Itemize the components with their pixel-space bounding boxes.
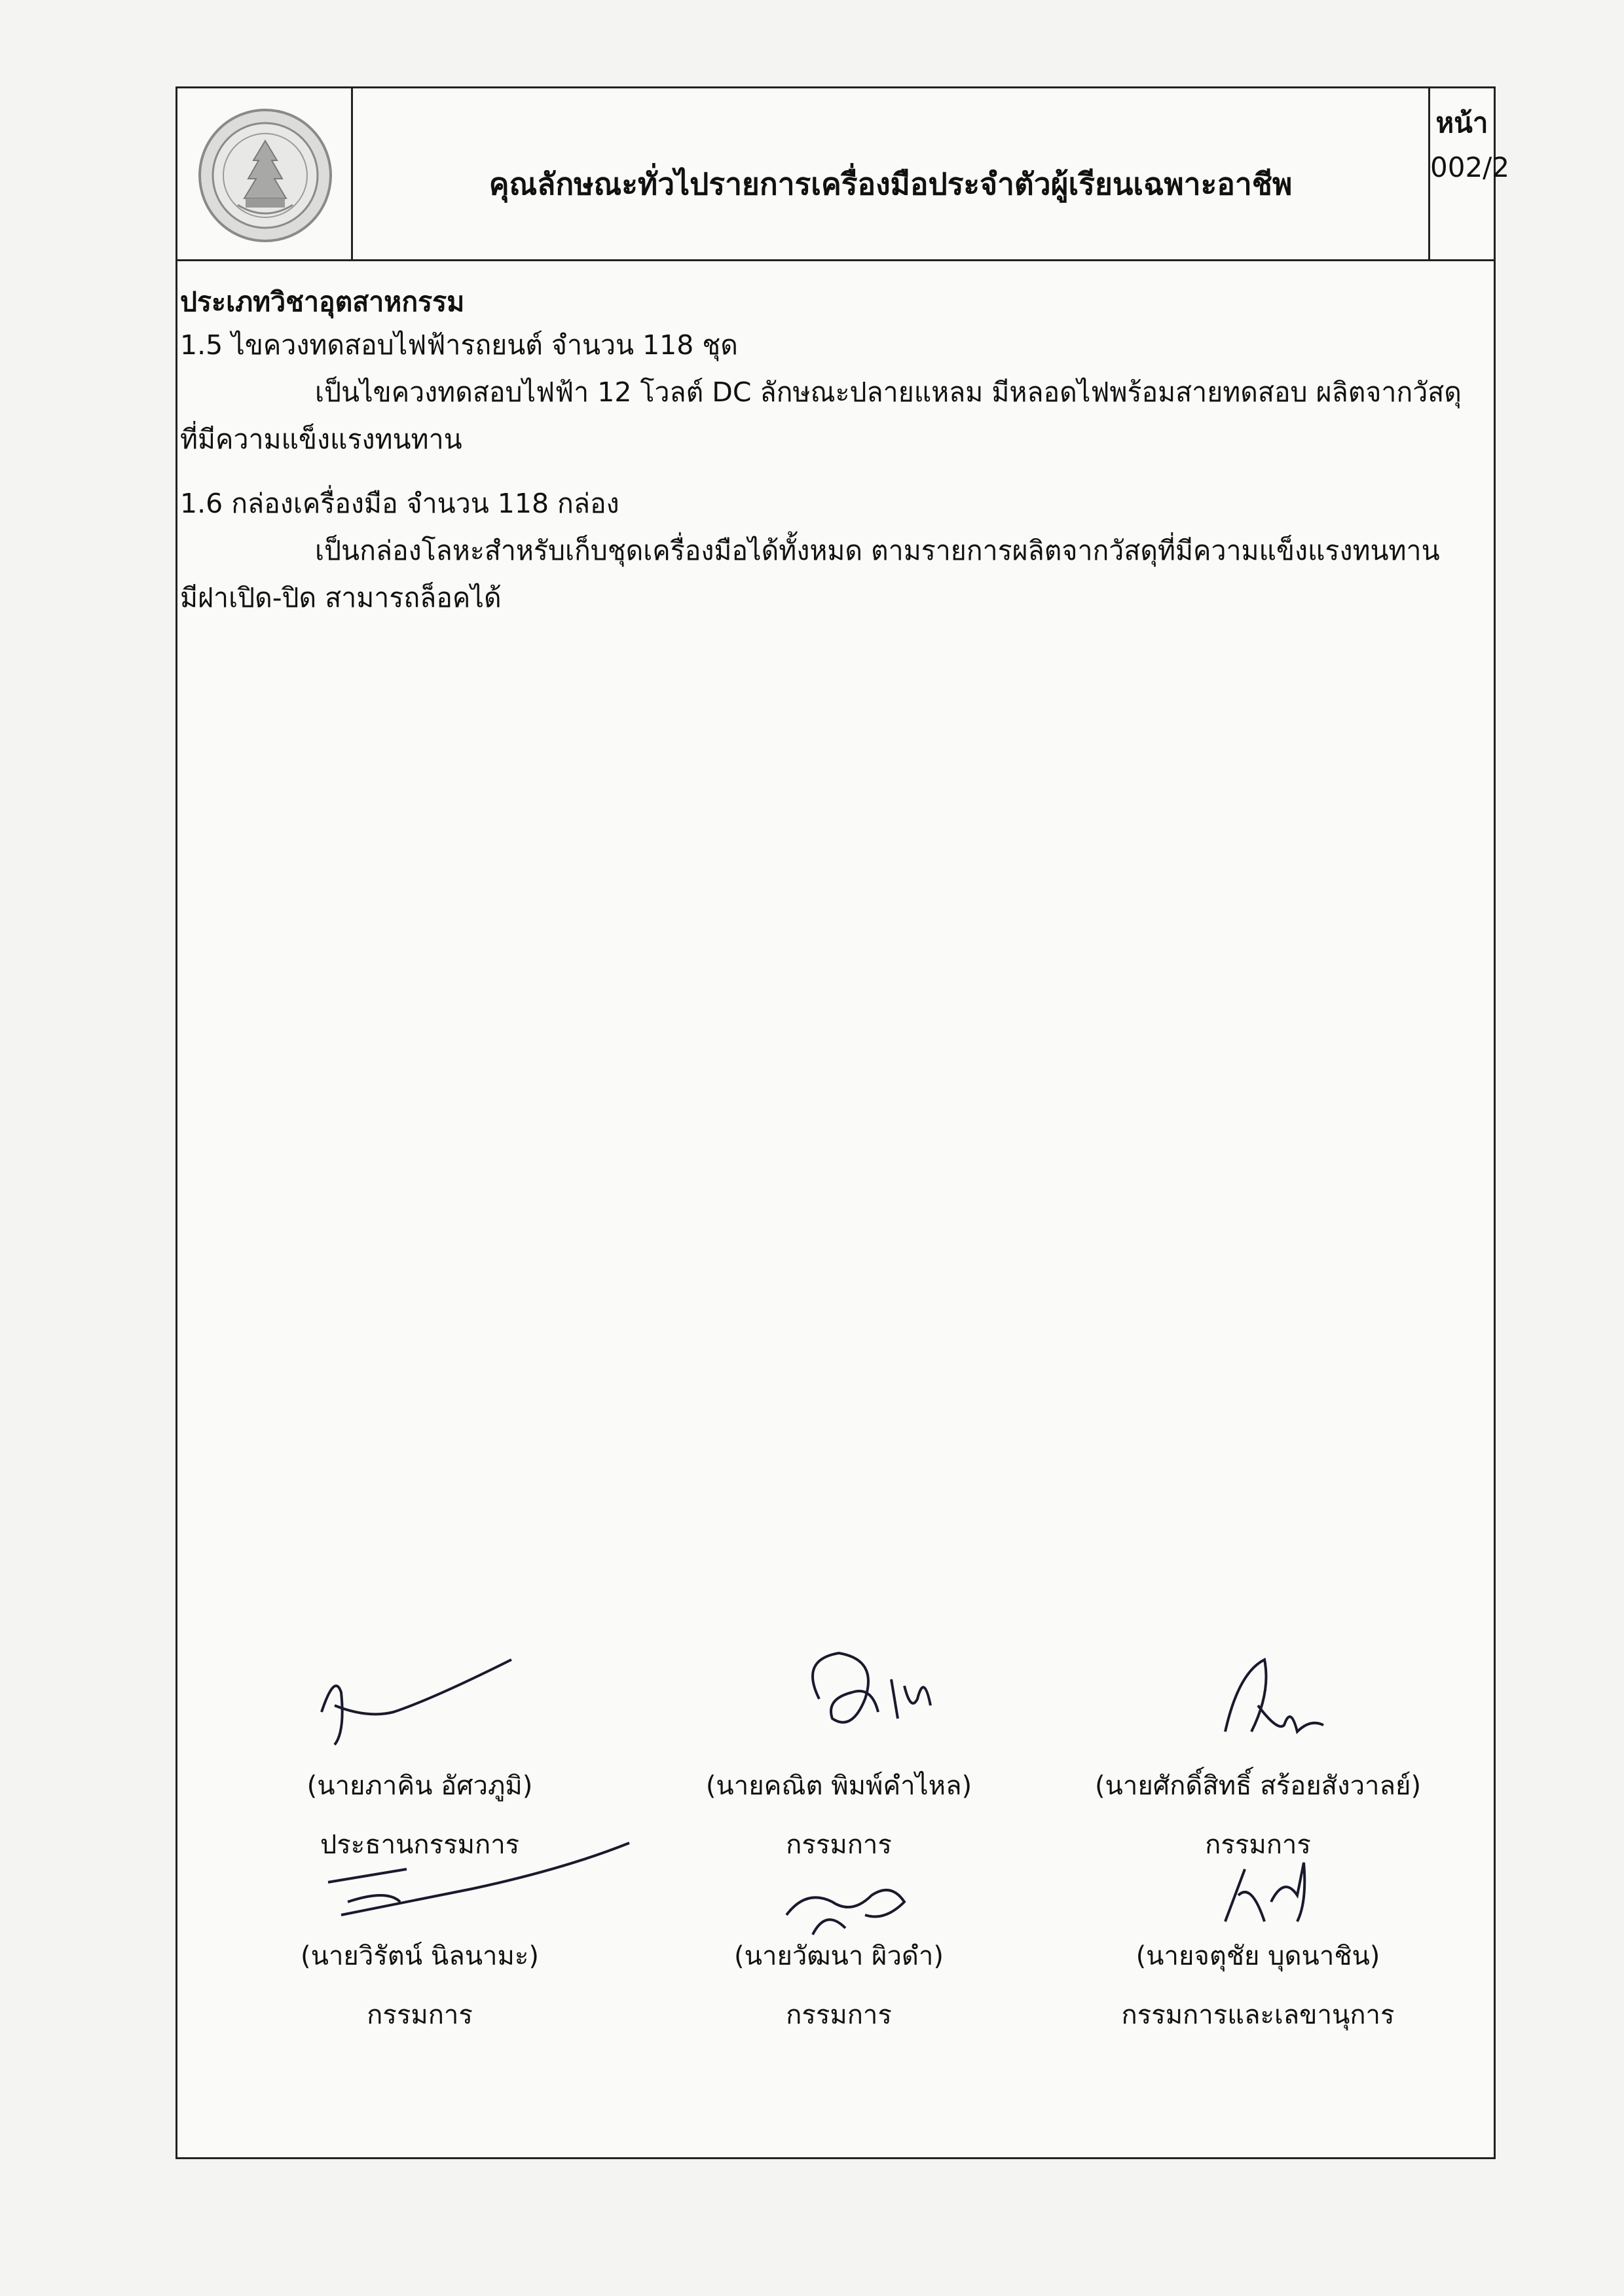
signature-block-member-3	[236, 1935, 603, 2035]
page-label: หน้า	[1435, 107, 1488, 139]
signatory-name: (นายจตุชัย บุดนาชิน)	[1135, 1941, 1380, 1971]
signatory-name: (นายวัฒนา ผิวดำ)	[734, 1941, 944, 1971]
handwritten-signature	[1075, 1633, 1441, 1764]
item-1-5-heading: 1.5 ไขควงทดสอบไฟฟ้ารถยนต์ จำนวน 118 ชุด	[180, 329, 738, 361]
signatory-role: กรรมการ	[1205, 1830, 1311, 1860]
signature-block-member-4	[655, 1935, 1022, 2035]
item-1-6-heading: 1.6 กล่องเครื่องมือ จำนวน 118 กล่อง	[180, 488, 619, 519]
handwritten-signature	[655, 1620, 1022, 1764]
signatory-role: กรรมการ	[786, 1830, 892, 1860]
item-1-5-description-cont: ที่มีความแข็งแรงทนทาน	[180, 424, 462, 455]
document-page	[175, 86, 1510, 2159]
page-number: 002/2	[1430, 151, 1510, 183]
document-header	[177, 88, 1510, 261]
handwritten-signature	[1075, 1823, 1441, 1935]
signatory-role: กรรมการ	[367, 2000, 473, 2030]
signatory-role: ประธานกรรมการ	[320, 1830, 520, 1860]
page-number-cell	[1430, 88, 1510, 259]
signatory-role: กรรมการ	[786, 2000, 892, 2030]
signature-block-secretary	[1075, 1935, 1441, 2035]
category-heading: ประเภทวิชาอุตสาหกรรม	[180, 286, 465, 318]
signatory-name: (นายภาคิน อัศวภูมิ)	[306, 1771, 533, 1801]
document-title: คุณลักษณะทั่วไปรายการเครื่องมือประจำตัวผู้เรียนเฉพาะอาชีพ	[489, 166, 1293, 202]
handwritten-signature	[236, 1823, 695, 1935]
signatory-role: กรรมการและเลขานุการ	[1121, 2000, 1395, 2030]
item-1-6-description: เป็นกล่องโลหะสำหรับเก็บชุดเครื่องมือได้ทั้งหมด ตามรายการผลิตจากวัสดุที่มีความแข็งแรงทนทาน	[315, 535, 1440, 566]
logo-cell	[177, 88, 353, 259]
handwritten-signature	[236, 1633, 603, 1764]
handwritten-signature	[655, 1836, 1022, 1948]
title-cell	[353, 88, 1430, 259]
item-1-5-description: เป็นไขควงทดสอบไฟฟ้า 12 โวลต์ DC ลักษณะปลายแหลม มีหลอดไฟพร้อมสายทดสอบ ผลิตจากวัสดุ	[315, 376, 1462, 408]
signatory-name: (นายศักดิ์สิทธิ์ สร้อยสังวาลย์)	[1094, 1771, 1422, 1801]
signatory-name: (นายวิรัตน์ นิลนามะ)	[301, 1941, 539, 1971]
signatory-name: (นายคณิต พิมพ์คำไหล)	[705, 1771, 972, 1801]
item-1-6-description-cont: มีฝาเปิด-ปิด สามารถล็อคได้	[180, 582, 502, 613]
ministry-seal-icon	[191, 107, 340, 244]
